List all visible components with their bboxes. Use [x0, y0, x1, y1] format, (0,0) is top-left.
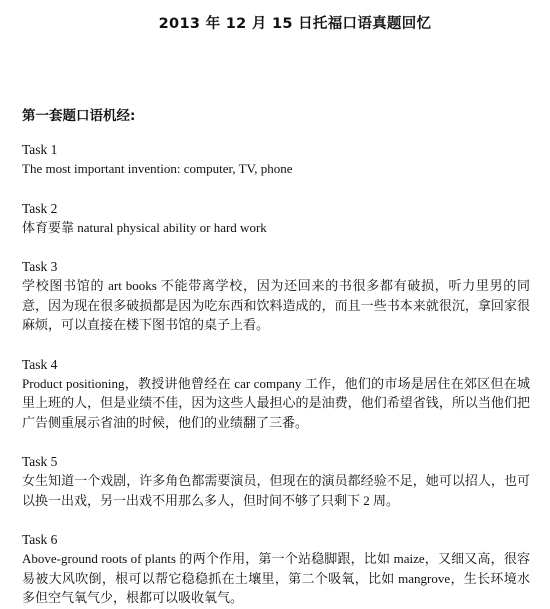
task-text: 体育要靠 natural physical ability or hard work — [22, 219, 267, 235]
task-text: Product positioning，教授讲他曾经在 car company 工作，他们的市场是居住在郊区但在城里上班的人，但是业绩不佳，因为这些人最担心的是油费，他们希望省钱，所以当他们把广告侧重展示省油的时候，他们的业绩翻了三番。 — [22, 375, 530, 430]
task-text: The most important invention: computer, TV, phone — [22, 161, 293, 176]
task-item-6 — [22, 530, 530, 608]
section-heading: 第一套题口语机经: — [22, 108, 136, 124]
task-item-4 — [22, 355, 530, 433]
task-label: Task 3 — [22, 259, 58, 274]
task-label: Task 4 — [22, 356, 58, 372]
task-item-1 — [22, 140, 530, 179]
document-title: 2013 年 12 月 15 日托福口语真题回忆 — [158, 16, 432, 32]
task-item-5 — [22, 452, 530, 510]
task-item-3 — [22, 257, 530, 335]
task-label: Task 2 — [22, 200, 58, 216]
task-item-2 — [22, 199, 530, 238]
task-label: Task 1 — [22, 142, 58, 157]
task-label: Task 5 — [22, 454, 58, 469]
task-text: 学校图书馆的 art books 不能带离学校，因为还回来的书很多都有破损，听力里男的同意，因为现在很多破损都是因为吃东西和饮料造成的，而且一些书本来就很沉，拿回家很麻烦，可以直接在楼下图书馆的桌子上看。 — [22, 278, 530, 332]
task-text: Above-ground roots of plants 的两个作用，第一个站稳脚跟，比如 maize，又细又高，很容易被大风吹倒，根可以帮它稳稳抓在土壤里，第二个吸氧，比如 mangrove，生长环境水多但空气氧气少，根都可以吸收氧气。 — [22, 551, 530, 605]
task-text: 女生知道一个戏剧，许多角色都需要演员，但现在的演员都经验不足，她可以招人，也可以换一出戏，另一出戏不用那么多人，但时间不够了只剩下 2 周。 — [22, 473, 530, 508]
task-label: Task 6 — [22, 532, 58, 547]
task-list — [22, 140, 530, 609]
